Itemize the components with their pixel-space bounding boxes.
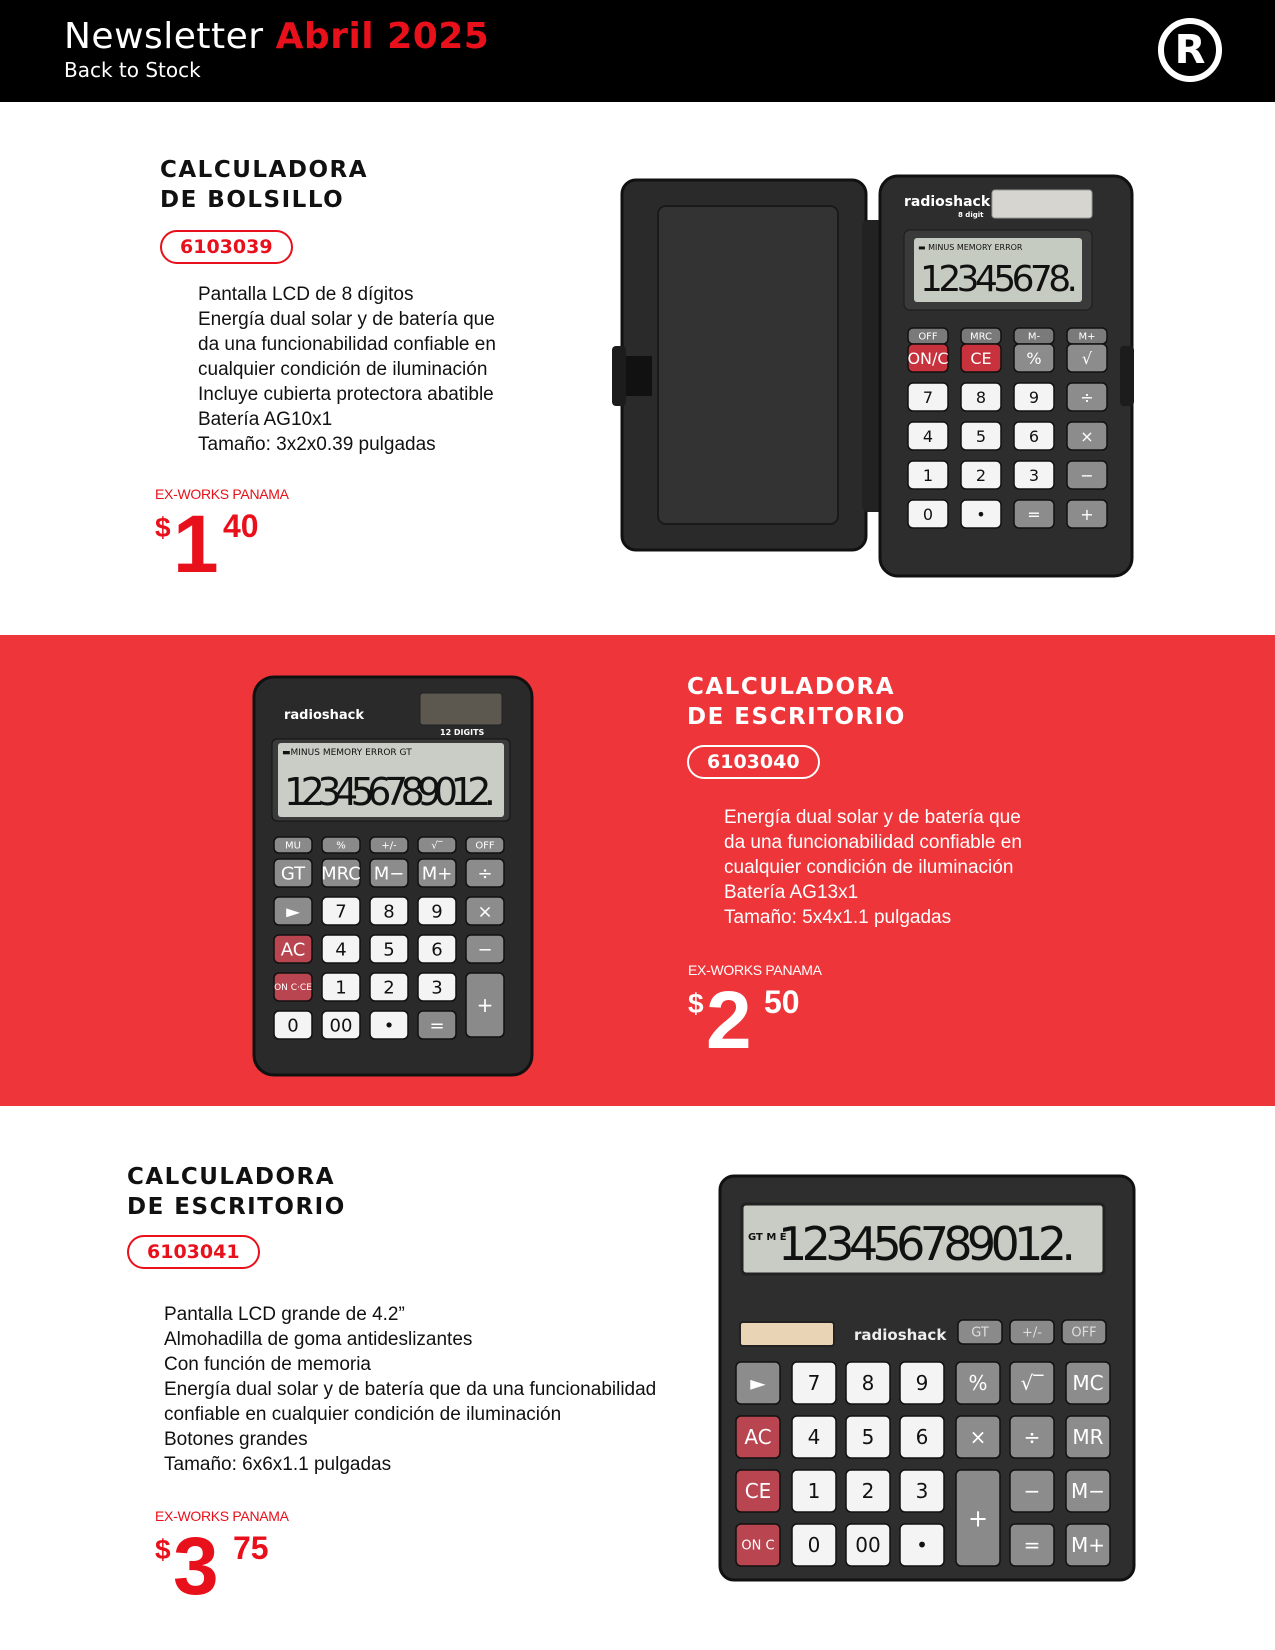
calc-key-label: 00	[855, 1533, 881, 1558]
calc-key-label: GT	[971, 1325, 989, 1341]
calc-key-label: 8	[861, 1371, 875, 1396]
calc-key-label: M-	[1027, 331, 1041, 343]
newsletter-title	[64, 16, 489, 57]
calc-indicators: ▬ MINUS MEMORY ERROR	[918, 243, 1023, 252]
calc-key-label: ►	[286, 901, 300, 923]
calc-key-label: 2	[861, 1479, 875, 1504]
feature-list	[164, 1302, 656, 1477]
calc-key-label: 00	[329, 1015, 353, 1037]
price-label: EX-WORKS PANAMA	[688, 962, 822, 978]
price-label: EX-WORKS PANAMA	[155, 486, 289, 502]
calc-key-label: •	[976, 504, 986, 524]
feature-item: Almohadilla de goma antideslizantes	[164, 1329, 473, 1350]
feature-list	[724, 805, 1022, 930]
calc-key-label: AC	[744, 1425, 772, 1450]
sku-badge: 6103039	[160, 230, 293, 264]
calc-key-label: M−	[1070, 1479, 1106, 1504]
feature-item: Con función de memoria	[164, 1354, 371, 1375]
calc-key-label: ×	[969, 1425, 987, 1450]
calc-key-label: +	[967, 1504, 989, 1533]
calc-key-label: 5	[861, 1425, 875, 1450]
calc-indicators: ▬MINUS MEMORY ERROR GT	[282, 748, 412, 758]
price	[155, 499, 275, 594]
feature-item: Tamaño: 3x2x0.39 pulgadas	[198, 434, 436, 455]
calc-display: 123456789012.	[284, 770, 496, 814]
feature-list	[198, 282, 496, 457]
price-decimal: 50	[764, 984, 800, 1020]
feature-item: da una funcionabilidad confiable en	[724, 832, 1022, 853]
feature-item: Pantalla LCD grande de 4.2”	[164, 1304, 405, 1325]
price-currency: $	[155, 512, 171, 543]
calc-key-label: OFF	[475, 840, 495, 852]
price-currency: $	[155, 1534, 171, 1565]
calc-digits-label: 12 DIGITS	[440, 728, 485, 737]
calc-key-label: 1	[335, 977, 347, 999]
calc-key-label: 4	[922, 426, 934, 446]
feature-item: Tamaño: 6x6x1.1 pulgadas	[164, 1454, 392, 1475]
calc-key-label: 8	[975, 387, 987, 407]
calc-key-label: 0	[287, 1015, 299, 1037]
price	[688, 975, 828, 1070]
calc-key-label: MRC	[969, 331, 993, 343]
calc-key-label: 2	[975, 465, 987, 485]
feature-item: cualquier condición de iluminación	[724, 857, 1014, 878]
feature-item: Tamaño: 5x4x1.1 pulgadas	[724, 907, 952, 928]
feature-item: Incluye cubierta protectora abatible	[198, 384, 494, 405]
calc-key-label: +/-	[1022, 1325, 1042, 1341]
desk-calculator-large-image	[718, 1174, 1138, 1584]
calc-key-label: •	[916, 1533, 928, 1558]
calc-brand: radioshack	[854, 1326, 947, 1344]
feature-item: cualquier condición de iluminación	[198, 359, 488, 380]
product-title	[687, 672, 906, 732]
product-section-desk-small	[0, 635, 1275, 1106]
calc-key-label: ÷	[1023, 1425, 1041, 1450]
calc-key-label: +/-	[381, 840, 397, 852]
calc-key-label: %	[968, 1371, 988, 1396]
calc-key-label: 2	[383, 977, 395, 999]
calc-key-label: CE	[970, 348, 992, 368]
calc-key-label: 7	[335, 901, 347, 923]
product-section-desk-large	[0, 1106, 1275, 1650]
calc-key-label: •	[383, 1015, 395, 1037]
calc-key-label: MR	[1072, 1425, 1104, 1450]
calc-key-label: +	[1080, 504, 1094, 524]
calc-key-label: −	[1080, 465, 1094, 485]
calc-display: 123456789012.	[778, 1217, 1076, 1271]
desk-calculator-small-image	[252, 675, 536, 1079]
calc-key-label: 5	[975, 426, 987, 446]
calc-key-label: %	[336, 840, 346, 852]
calc-key-label: OFF	[1071, 1325, 1097, 1341]
feature-item: Batería AG13x1	[724, 882, 859, 903]
calc-key-label: 3	[431, 977, 443, 999]
calc-key-label: 1	[807, 1479, 821, 1504]
price-integer: 1	[173, 499, 219, 590]
calc-key-label: ON C	[741, 1538, 775, 1554]
calc-key-label: 0	[807, 1533, 821, 1558]
feature-item: Batería AG10x1	[198, 409, 333, 430]
calc-key-label: 0	[922, 504, 934, 524]
calc-key-label: 1	[922, 465, 934, 485]
price	[155, 1521, 295, 1616]
calc-key-label: −	[1023, 1479, 1041, 1504]
calc-key-label: M+	[421, 863, 453, 885]
calc-brand: radioshack	[284, 708, 364, 723]
calc-key-label: √‾	[431, 840, 443, 852]
newsletter-subtitle: Back to Stock	[64, 58, 201, 82]
price-currency: $	[688, 988, 704, 1019]
calc-key-label: 5	[383, 939, 395, 961]
brand-logo	[1158, 18, 1222, 82]
calc-key-label: 7	[922, 387, 934, 407]
feature-item: da una funcionabilidad confiable en	[198, 334, 496, 355]
product-title	[160, 155, 368, 215]
calc-key-label: ►	[750, 1371, 766, 1396]
logo-letter: R	[1174, 27, 1206, 73]
calc-key-label: ×	[1080, 426, 1094, 446]
product-title-line2: DE ESCRITORIO	[127, 1194, 346, 1220]
calc-key-label: AC	[280, 939, 306, 961]
price-decimal: 75	[233, 1530, 269, 1566]
calc-key-label: MU	[285, 840, 301, 852]
feature-item: confiable en cualquier condición de iluminación	[164, 1404, 562, 1425]
price-label: EX-WORKS PANAMA	[155, 1508, 289, 1524]
calc-key-label: 6	[915, 1425, 929, 1450]
calc-brand: radioshack	[904, 194, 991, 210]
calc-key-label: 7	[807, 1371, 821, 1396]
calc-key-label: =	[1027, 504, 1041, 524]
product-title-line1: CALCULADORA	[687, 674, 896, 700]
calc-key-label: M−	[373, 863, 405, 885]
calc-key-label: ÷	[1080, 387, 1094, 407]
calc-key-label: ×	[477, 901, 493, 923]
calc-key-label: GT	[280, 863, 306, 885]
calc-key-label: =	[1023, 1533, 1041, 1558]
calc-key-label: 3	[915, 1479, 929, 1504]
calc-key-label: √‾	[1020, 1371, 1044, 1396]
calc-key-label: 6	[1028, 426, 1040, 446]
calc-key-label: 8	[383, 901, 395, 923]
price-integer: 2	[706, 975, 752, 1066]
feature-item: Energía dual solar y de batería que	[198, 309, 495, 330]
title-accent: Abril 2025	[275, 16, 490, 57]
price-decimal: 40	[223, 508, 259, 544]
calc-key-label: 9	[431, 901, 443, 923]
calc-key-label: OFF	[918, 331, 938, 343]
pocket-calculator-image	[612, 166, 1142, 586]
feature-item: Pantalla LCD de 8 dígitos	[198, 284, 414, 305]
calc-key-label: 9	[915, 1371, 929, 1396]
calc-key-label: −	[477, 939, 493, 961]
product-section-pocket	[0, 102, 1275, 635]
sku-badge: 6103040	[687, 745, 820, 779]
calc-key-label: %	[1026, 348, 1042, 368]
newsletter-header	[0, 0, 1275, 102]
calc-key-label: ON/C	[907, 348, 949, 368]
price-integer: 3	[173, 1521, 219, 1612]
calc-key-label: 9	[1028, 387, 1040, 407]
calc-key-label: ÷	[477, 863, 493, 885]
calc-key-label: ON C·CE	[274, 983, 312, 994]
calc-key-label: CE	[744, 1479, 772, 1504]
product-title-line1: CALCULADORA	[160, 157, 369, 183]
calc-side-labels: GT M E	[748, 1232, 787, 1243]
calc-digits-label: 8 digit	[958, 211, 984, 219]
title-plain: Newsletter	[64, 16, 264, 57]
calc-key-label: 3	[1028, 465, 1040, 485]
feature-item: Energía dual solar y de batería que da una funcionabilidad	[164, 1379, 657, 1400]
calc-key-label: =	[429, 1015, 445, 1037]
calc-key-label: √	[1081, 348, 1093, 368]
calc-key-label: 4	[807, 1425, 821, 1450]
product-title-line2: DE ESCRITORIO	[687, 704, 906, 730]
calc-display: 12345678.	[920, 259, 1078, 300]
calc-key-label: MRC	[321, 863, 361, 885]
product-title-line1: CALCULADORA	[127, 1164, 336, 1190]
calc-key-label: M+	[1070, 1533, 1106, 1558]
feature-item: Energía dual solar y de batería que	[724, 807, 1021, 828]
sku-badge: 6103041	[127, 1235, 260, 1269]
calc-key-label: +	[476, 993, 494, 1018]
product-title	[127, 1162, 346, 1222]
calc-key-label: M+	[1078, 331, 1096, 343]
calc-key-label: 4	[335, 939, 347, 961]
product-title-line2: DE BOLSILLO	[160, 187, 345, 213]
feature-item: Botones grandes	[164, 1429, 308, 1450]
calc-key-label: 6	[431, 939, 443, 961]
calc-key-label: MC	[1072, 1371, 1104, 1396]
